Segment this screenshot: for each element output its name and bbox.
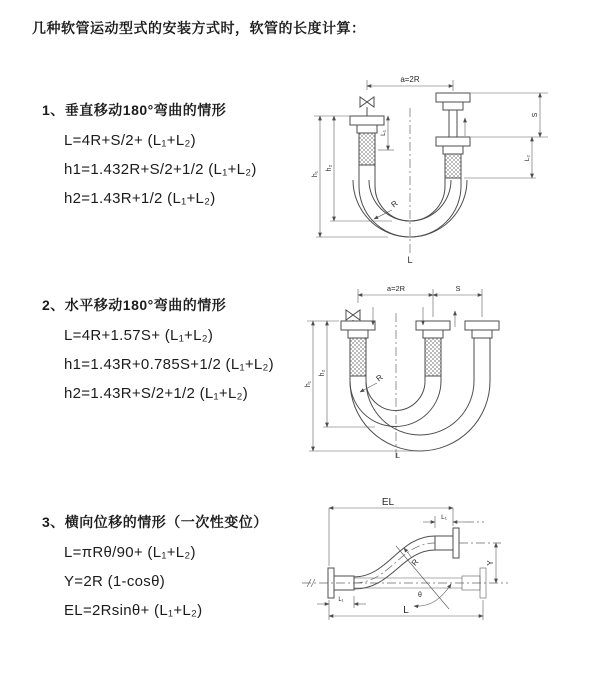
length-label: L bbox=[395, 451, 401, 460]
dim-label: S bbox=[532, 112, 539, 118]
angle-theta bbox=[396, 546, 451, 609]
page-title: 几种软管运动型式的安装方式时，软管的长度计算： bbox=[32, 20, 366, 36]
dim-s bbox=[433, 284, 482, 295]
valve-icon bbox=[346, 310, 360, 321]
section-2-heading: 2、水平移动180°弯曲的情形 bbox=[42, 297, 227, 313]
dim-el bbox=[329, 497, 453, 566]
radius-label: R bbox=[409, 557, 421, 568]
dim-l1 bbox=[378, 116, 394, 150]
dim-label: L₁ bbox=[338, 597, 344, 603]
dim-label: L₁ bbox=[380, 130, 387, 136]
right-flange-stack bbox=[436, 93, 470, 186]
dim-a-2r bbox=[367, 75, 453, 91]
dim-label: EL bbox=[381, 497, 395, 508]
formula-line: EL=2Rsinθ+ (L₁+L₂) bbox=[64, 602, 203, 619]
dim-y bbox=[486, 543, 496, 583]
moved-flange bbox=[435, 528, 459, 558]
formula-line: L=4R+1.57S+ (L₁+L₂) bbox=[64, 327, 214, 344]
dim-l bbox=[329, 600, 483, 620]
section-1-heading: 1、垂直移动180°弯曲的情形 bbox=[42, 102, 227, 118]
formula-line: h2=1.43R+S/2+1/2 (L₁+L₂) bbox=[64, 385, 249, 402]
dim-label: L₁ bbox=[441, 514, 447, 521]
formula-line: Y=2R (1-cosθ) bbox=[64, 573, 166, 590]
radius-callout bbox=[374, 199, 400, 219]
section-vertical-180 bbox=[42, 100, 257, 219]
section-3-heading: 3、横向位移的情形（一次性变位） bbox=[42, 514, 268, 530]
formula-line: h2=1.43R+1/2 (L₁+L₂) bbox=[64, 190, 216, 207]
formula-line: L=4R+S/2+ (L₁+L₂) bbox=[64, 132, 196, 149]
diagram-vertical-180-bend bbox=[308, 66, 566, 266]
hose-centerline bbox=[354, 543, 435, 583]
dim-label: h₁ bbox=[305, 380, 312, 388]
radius-label: R bbox=[389, 198, 400, 210]
section-lateral-displacement bbox=[42, 512, 268, 631]
dim-s bbox=[471, 93, 548, 137]
small-dim-ticks bbox=[373, 307, 455, 327]
left-flange bbox=[350, 116, 384, 186]
diagram-lateral-displacement bbox=[296, 496, 596, 631]
diagram-horizontal-180-bend bbox=[303, 281, 595, 476]
formula-line: L=πRθ/90+ (L₁+L₂) bbox=[64, 544, 196, 561]
section-horizontal-180 bbox=[42, 295, 274, 414]
dim-l2 bbox=[464, 137, 536, 178]
moved-flange bbox=[465, 321, 499, 381]
dim-h2 bbox=[319, 321, 375, 427]
dim-label: a=2R bbox=[386, 284, 406, 293]
formula-line: h1=1.432R+S/2+1/2 (L₁+L₂) bbox=[64, 161, 257, 178]
radius-label: R bbox=[374, 372, 385, 384]
length-label: L bbox=[407, 255, 413, 265]
dim-a-2r bbox=[358, 284, 482, 317]
dim-label: L bbox=[403, 605, 409, 616]
dim-label: Y bbox=[486, 560, 495, 566]
dim-label: S bbox=[455, 284, 461, 293]
dim-label: a=2R bbox=[400, 75, 420, 84]
radius-callout bbox=[404, 548, 421, 567]
dim-label: h₂ bbox=[319, 369, 326, 377]
dim-l1-bottom bbox=[317, 596, 366, 608]
centerline bbox=[302, 579, 508, 587]
dim-h1 bbox=[312, 116, 388, 237]
dim-label: L₂ bbox=[524, 154, 531, 162]
middle-flange bbox=[416, 321, 450, 381]
valve-icon bbox=[360, 97, 374, 116]
theta-label: θ bbox=[418, 592, 422, 599]
formula-line: h1=1.43R+0.785S+1/2 (L₁+L₂) bbox=[64, 356, 274, 373]
dim-label: h₂ bbox=[326, 164, 333, 172]
left-flange bbox=[341, 321, 375, 381]
dim-l1-top bbox=[423, 514, 484, 528]
hose-u-bends bbox=[350, 381, 490, 451]
dim-label: h₁ bbox=[312, 170, 319, 178]
